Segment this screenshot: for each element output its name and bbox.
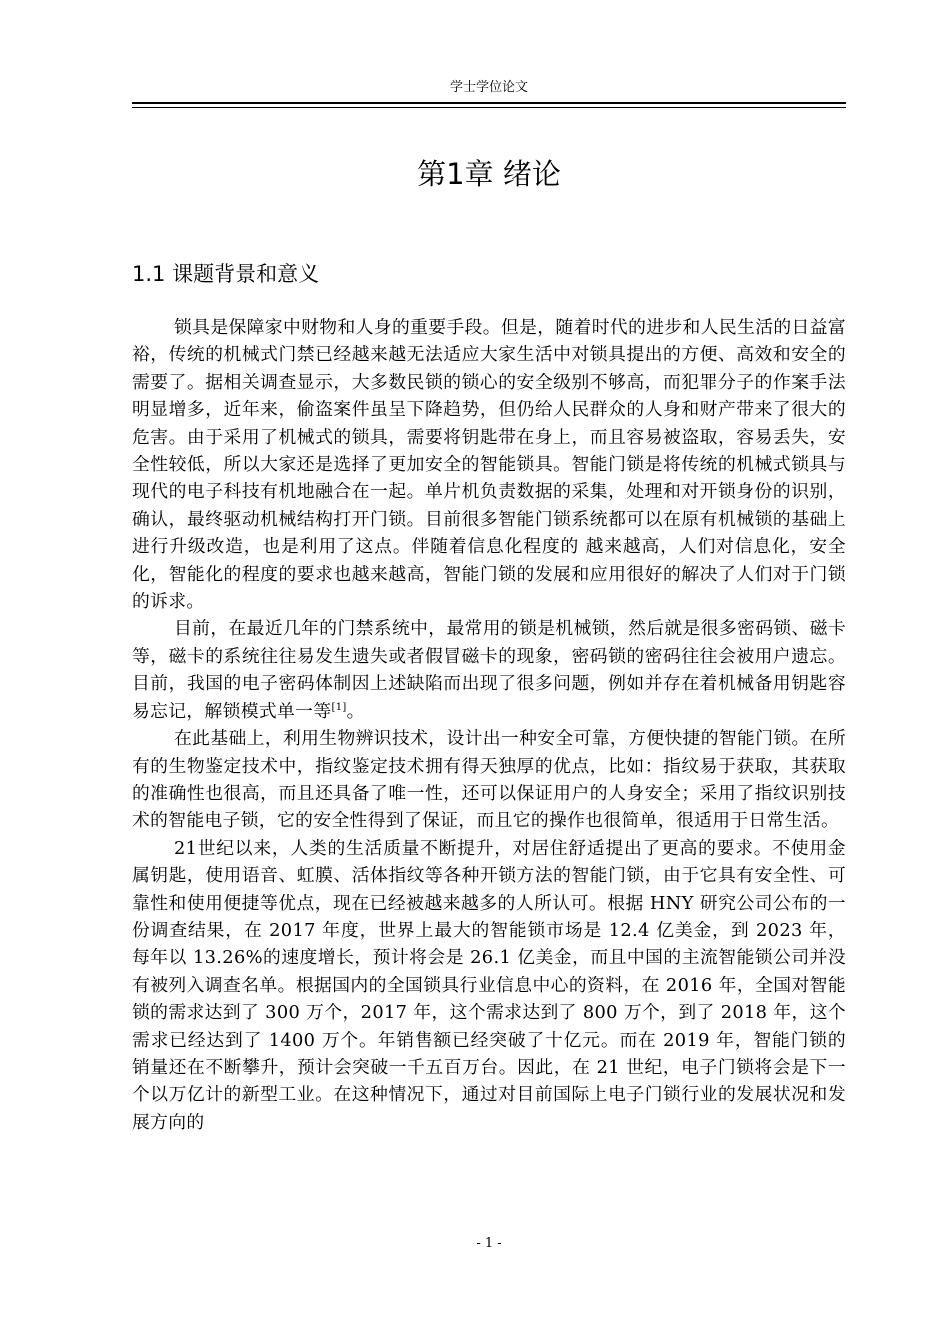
paragraph xyxy=(132,615,846,725)
paragraph: 在此基础上，利用生物辨识技术，设计出一种安全可靠，方便快捷的智能门锁。在所有的生物鉴定技术中，指纹鉴定技术拥有得天独厚的优点，比如：指纹易于获取，其获取的准确性也很高，而且还具备了唯一性，还可以保证用户的人身安全；采用了指纹识别技术的智能电子锁，它的安全性得到了保证，而且它的操作也很简单，很适用于日常生活。 xyxy=(132,728,846,832)
running-header: 学士学位论文 xyxy=(449,80,528,95)
paragraph-tail: 。 xyxy=(346,700,365,722)
header-rule xyxy=(132,102,846,108)
paragraph: 锁具是保障家中财物和人身的重要手段。但是，随着时代的进步和人民生活的日益富裕，传统的机械式门禁已经越来越无法适应大家生活中对锁具提出的方便、高效和安全的需要了。据相关调查显示，大多数民锁的锁心的安全级别不够高，而犯罪分子的作案手法明显增多，近年来，偷盗案件虽呈下降趋势，但仍给人民群众的人身和财产带来了很大的危害。由于采用了机械式的锁具，需要将钥匙带在身上，而且容易被盗取，容易丢失，安全性较低，所以大家还是选择了更加安全的智能锁具。智能门锁是将传统的机械式锁具与现代的电子科技有机地融合在一起。单片机负责数据的采集，处理和对开锁身份的识别，确认，最终驱动机械结构打开门锁。目前很多智能门锁系统都可以在原有机械锁的基础上进行升级改造，也是利用了这点。伴随着信息化程度的 越来越高，人们对信息化，安全化，智能化的程度的要求也越来越高，智能门锁的发展和应用很好的解决了人们对于门锁的诉求。 xyxy=(132,317,846,613)
body-text xyxy=(132,314,846,1136)
section-title: 1.1 课题背景和意义 xyxy=(132,262,320,286)
paragraph-text: 目前，在最近几年的门禁系统中，最常用的锁是机械锁，然后就是很多密码锁、磁卡等，磁卡的系统往往易发生遗失或者假冒磁卡的现象，密码锁的密码往往会被用户遗忘。目前，我国的电子密码体制因上述缺陷而出现了很多问题，例如并存在着机械备用钥匙容易忘记，解锁模式单一等 xyxy=(132,618,846,722)
chapter-title: 第1章 绪论 xyxy=(417,157,561,191)
citation-marker: [1] xyxy=(331,701,347,713)
paragraph: 21世纪以来，人类的生活质量不断提升，对居住舒适提出了更高的要求。不使用金属钥匙，使用语音、虹膜、活体指纹等各种开锁方法的智能门锁，由于它具有安全性、可靠性和使用便捷等优点，现在已经被越来越多的人所认可。根据 HNY 研究公司公布的一份调查结果，在 2017 年度，世界上最大的智能锁市场是 12.4 亿美金，到 2023 年，每年以 13.26%的速度增长，预计将会是 26.1 亿美金，而且中国的主流智能锁公司并没有被列入调查名单。根据国内的全国锁具行业信息中心的资料，在 2016 年，全国对智能锁的需求达到了 300 万个，2017 年，这个需求达到了 800 万个，到了 2018 年，这个需求已经达到了 1400 万个。年销售额已经突破了十亿元。而在 2019 年，智能门锁的销量还在不断攀升，预计会突破一千五百万台。因此，在 21 世纪，电子门锁将会是下一个以万亿计的新型工业。在这种情况下，通过对目前国际上电子门锁行业的发展状况和发展方向的 xyxy=(132,837,846,1133)
page-number: - 1 - xyxy=(476,1236,502,1251)
